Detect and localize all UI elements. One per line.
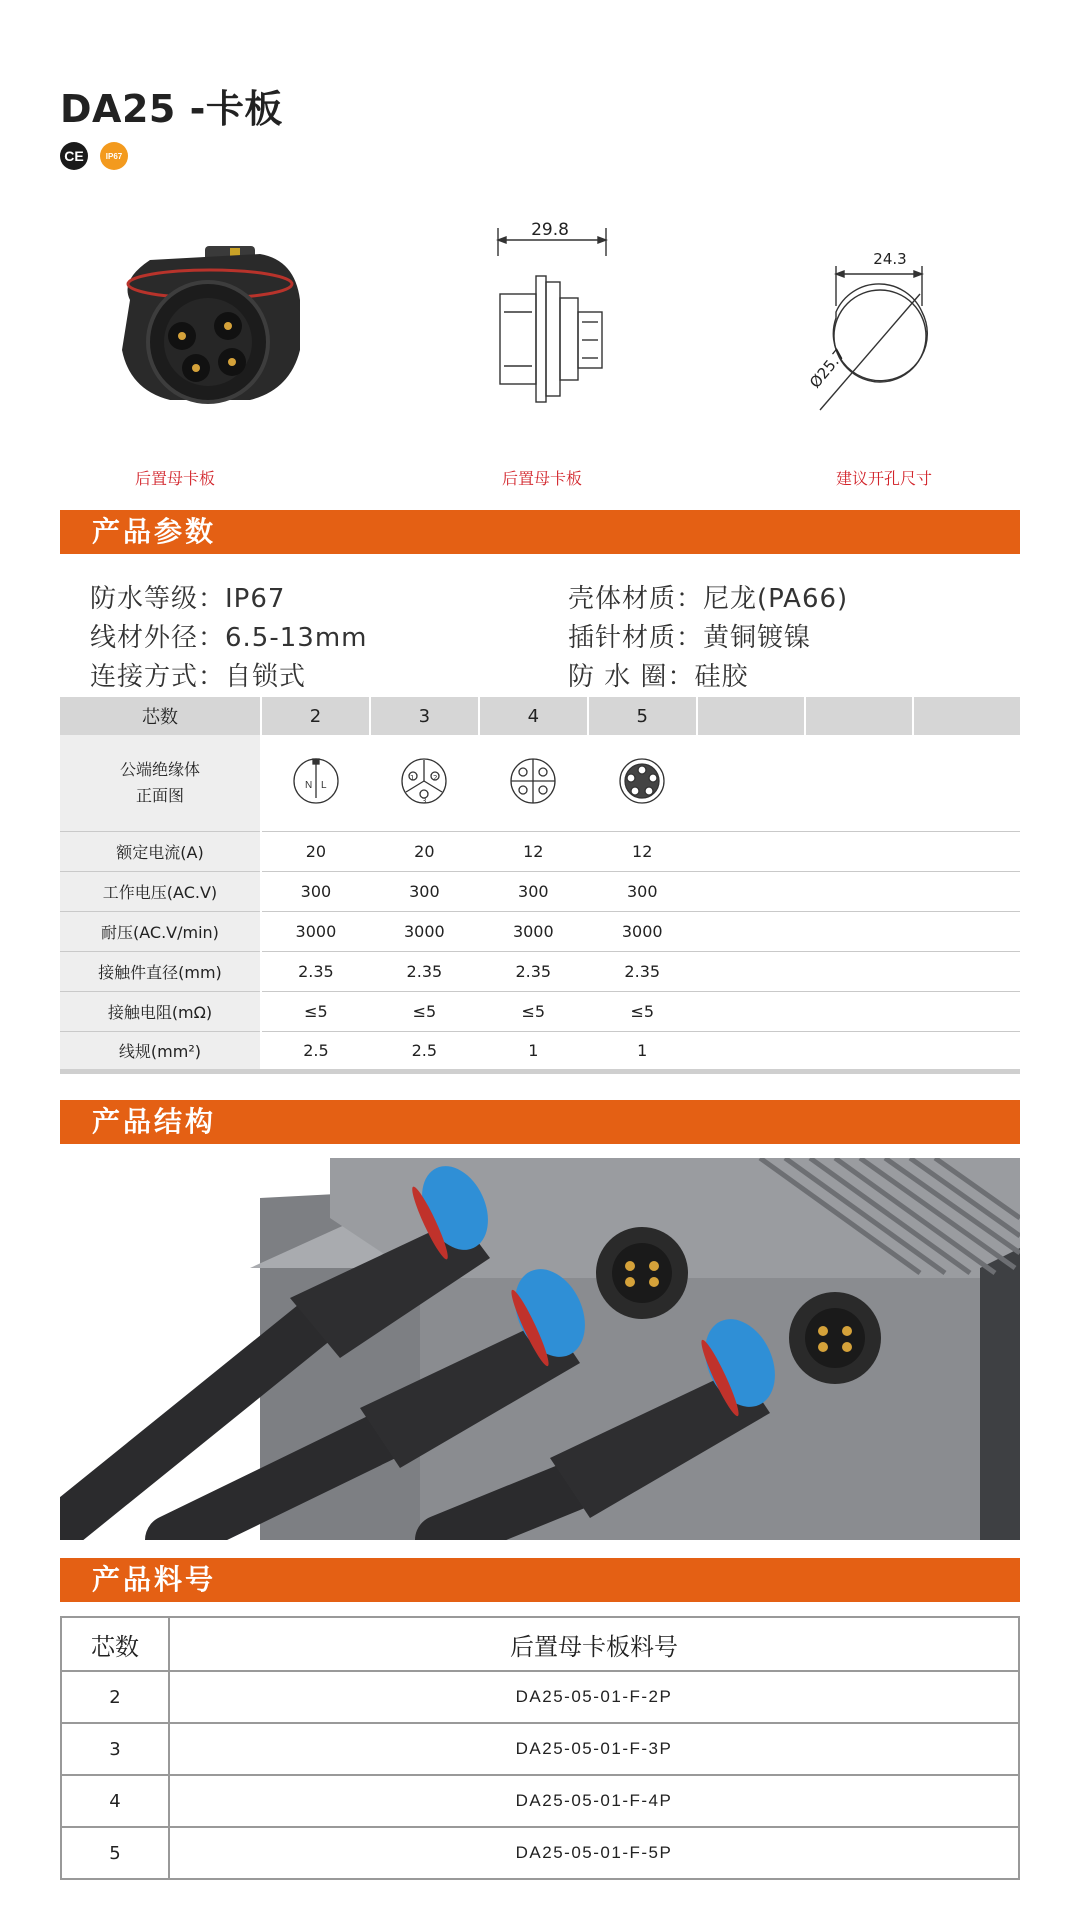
param-pin-material: 插针材质：黄铜镀镍 <box>568 623 812 653</box>
pin-label-l: L <box>320 780 327 791</box>
spec-cell: 2.35 <box>588 952 697 992</box>
ip67-badge-icon: IP67 <box>100 142 128 170</box>
spec-cell: ≤5 <box>479 992 588 1032</box>
page-title: DA25 -卡板 <box>60 87 283 131</box>
spec-row <box>60 992 1020 1032</box>
figure-caption-hole: 建议开孔尺寸 <box>835 469 932 488</box>
pin-face-3-icon <box>370 735 479 832</box>
spec-row-label: 接触件直径(mm) <box>60 952 261 992</box>
pin-face-5-icon <box>588 735 697 832</box>
spec-cell: 2.5 <box>261 1032 370 1072</box>
spec-row <box>60 832 1020 872</box>
spec-face-label: 公端绝缘体 正面图 <box>60 735 261 832</box>
pin-label-1: 1 <box>410 774 415 782</box>
spec-row-label: 接触电阻(mΩ) <box>60 992 261 1032</box>
part-number-table <box>60 1616 1020 1880</box>
table-row <box>61 1827 1019 1879</box>
param-waterproof: 防水等级：IP67 <box>90 584 286 614</box>
dimension-hole-width: 24.3 <box>873 250 907 268</box>
spec-cell: 12 <box>479 832 588 872</box>
spec-header-row <box>60 697 1020 735</box>
spec-cell: 2.35 <box>479 952 588 992</box>
param-seal: 防 水 圈：硅胶 <box>568 662 749 692</box>
spec-cell: 300 <box>588 872 697 912</box>
part-number: DA25-05-01-F-2P <box>169 1671 1019 1723</box>
spec-header-label: 芯数 <box>60 697 261 735</box>
spec-cell: 1 <box>588 1032 697 1072</box>
figure-caption-photo: 后置母卡板 <box>134 469 215 488</box>
spec-row-label: 线规(mm²) <box>60 1032 261 1072</box>
spec-cell: 2.5 <box>370 1032 479 1072</box>
spec-cell: 3000 <box>588 912 697 952</box>
part-number: DA25-05-01-F-3P <box>169 1723 1019 1775</box>
spec-face-row <box>60 735 1020 832</box>
spec-cell: 2.35 <box>261 952 370 992</box>
spec-cell: 20 <box>261 832 370 872</box>
param-cable-diameter: 线材外径：6.5-13mm <box>90 623 368 653</box>
spec-cell: 300 <box>370 872 479 912</box>
section-partno-title: 产品料号 <box>60 1558 1020 1602</box>
part-cores: 4 <box>61 1775 169 1827</box>
spec-cell: 20 <box>370 832 479 872</box>
spec-row <box>60 872 1020 912</box>
table-row <box>61 1671 1019 1723</box>
spec-cell: ≤5 <box>588 992 697 1032</box>
spec-table <box>60 697 1020 1074</box>
spec-row <box>60 952 1020 992</box>
spec-cell: ≤5 <box>261 992 370 1032</box>
spec-core-4: 4 <box>479 697 588 735</box>
spec-cell: 300 <box>261 872 370 912</box>
side-view-drawing <box>480 216 620 416</box>
spec-row-label: 工作电压(AC.V) <box>60 872 261 912</box>
spec-row <box>60 1032 1020 1072</box>
part-header-cores: 芯数 <box>61 1617 169 1671</box>
part-cores: 3 <box>61 1723 169 1775</box>
spec-core-3: 3 <box>370 697 479 735</box>
spec-row-label: 耐压(AC.V/min) <box>60 912 261 952</box>
pin-label-3: 3 <box>422 797 427 805</box>
pin-label-2: 2 <box>433 774 438 782</box>
connector-photo <box>110 240 310 410</box>
spec-cell: 2.35 <box>370 952 479 992</box>
param-shell-material: 壳体材质：尼龙(PA66) <box>568 584 849 614</box>
part-header-number: 后置母卡板料号 <box>169 1617 1019 1671</box>
spec-cell: 300 <box>479 872 588 912</box>
spec-cell: 3000 <box>479 912 588 952</box>
pin-face-2-icon <box>261 735 370 832</box>
part-cores: 2 <box>61 1671 169 1723</box>
ce-mark-icon: CE <box>60 142 88 170</box>
pin-label-n: N <box>304 780 313 791</box>
spec-core-2: 2 <box>261 697 370 735</box>
table-row <box>61 1775 1019 1827</box>
application-photo <box>60 1158 1020 1540</box>
spec-cell: 3000 <box>261 912 370 952</box>
dimension-width: 29.8 <box>531 220 569 240</box>
table-row <box>61 1723 1019 1775</box>
part-cores: 5 <box>61 1827 169 1879</box>
pin-face-4-icon <box>479 735 588 832</box>
section-structure-title: 产品结构 <box>60 1100 1020 1144</box>
figure-caption-side: 后置母卡板 <box>501 469 582 488</box>
spec-cell: ≤5 <box>370 992 479 1032</box>
hole-drawing <box>800 250 940 420</box>
spec-cell: 12 <box>588 832 697 872</box>
spec-row-label: 额定电流(A) <box>60 832 261 872</box>
spec-cell: 1 <box>479 1032 588 1072</box>
param-connection: 连接方式：自锁式 <box>90 662 307 692</box>
part-number: DA25-05-01-F-4P <box>169 1775 1019 1827</box>
spec-cell: 3000 <box>370 912 479 952</box>
spec-core-5: 5 <box>588 697 697 735</box>
part-header-row <box>61 1617 1019 1671</box>
spec-row <box>60 912 1020 952</box>
dimension-hole-diameter: Ø25.7 <box>806 345 849 392</box>
section-params-title: 产品参数 <box>60 510 1020 554</box>
part-number: DA25-05-01-F-5P <box>169 1827 1019 1879</box>
